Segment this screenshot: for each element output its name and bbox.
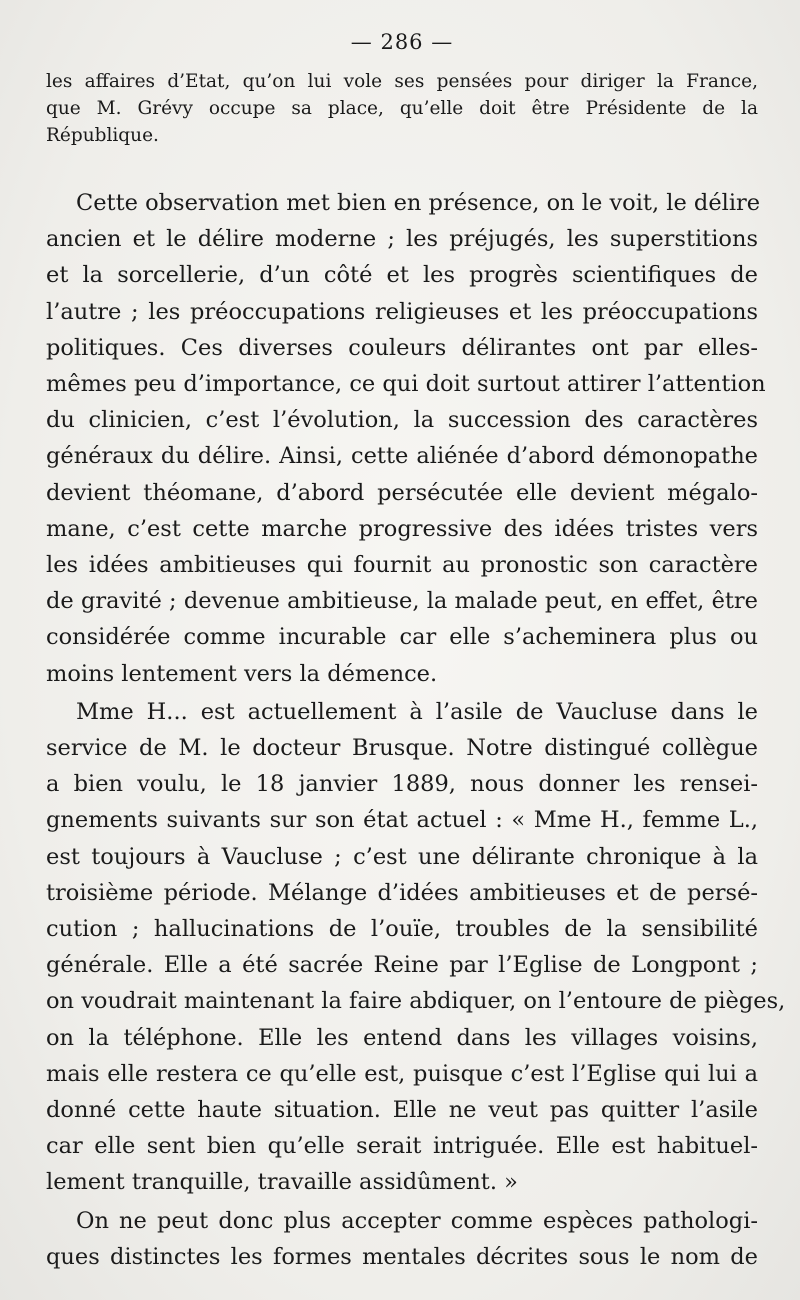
text-line: République. — [46, 125, 159, 146]
text-line: mane, c’est cette marche progressive des idées tristes vers — [46, 515, 758, 542]
text-line: Mme H... est actuellement à l’asile de Vaucluse dans le — [76, 698, 758, 725]
text-line: car elle sent bien qu’elle serait intriguée. Elle est habituel- — [46, 1133, 758, 1160]
text-line: devient théomane, d’abord persécutée elle devient mégalo- — [46, 479, 758, 506]
paragraph-observation — [46, 185, 766, 692]
lead-paragraph — [46, 68, 758, 149]
text-line: gnements suivants sur son état actuel : « Mme H., femme L., — [46, 807, 758, 834]
text-line: troisième période. Mélange d’idées ambitieuses et de persé- — [46, 879, 758, 906]
text-line: ancien et le délire moderne ; les préjugés, les superstitions — [46, 226, 758, 253]
text-line: l’autre ; les préoccupations religieuses et les préoccupations — [46, 298, 758, 325]
text-line: mêmes peu d’importance, ce qui doit surtout attirer l’attention — [46, 371, 766, 398]
text-line: les affaires d’Etat, qu’on lui vole ses pensées pour diriger la France, — [46, 71, 758, 92]
text-line: mais elle restera ce qu’elle est, puisque c’est l’Eglise qui lui a — [46, 1060, 758, 1087]
text-line: donné cette haute situation. Elle ne veut pas quitter l’asile — [46, 1097, 758, 1124]
text-line: du clinicien, c’est l’évolution, la succession des caractères — [46, 407, 758, 434]
text-line: politiques. Ces diverses couleurs délirantes ont par elles- — [46, 334, 758, 361]
text-line: on la téléphone. Elle les entend dans les villages voisins, — [46, 1024, 758, 1051]
text-line: cution ; hallucinations de l’ouïe, troubles de la sensibilité — [46, 916, 758, 943]
text-line: service de M. le docteur Brusque. Notre distingué collègue — [46, 735, 758, 762]
paragraph-gap — [46, 149, 758, 185]
paragraph-conclusion — [46, 1203, 758, 1275]
text-line: on voudrait maintenant la faire abdiquer, on l’entoure de pièges, — [46, 988, 786, 1015]
text-line: moins lentement vers la démence. — [46, 660, 438, 687]
text-line: de gravité ; devenue ambitieuse, la malade peut, en effet, être — [46, 588, 758, 615]
text-line: générale. Elle a été sacrée Reine par l’Eglise de Longpont ; — [46, 952, 758, 979]
text-line: ques distinctes les formes mentales décrites sous le nom de — [46, 1243, 758, 1270]
paragraph-case-status — [46, 694, 786, 1201]
text-line: lement tranquille, travaille assidûment. » — [46, 1169, 518, 1196]
text-line: est toujours à Vaucluse ; c’est une délirante chronique à la — [46, 843, 758, 870]
text-line: et la sorcellerie, d’un côté et les progrès scientifiques de — [46, 262, 758, 289]
text-line: Cette observation met bien en présence, on le voit, le délire — [76, 190, 761, 216]
page-number: — 286 — — [350, 30, 454, 54]
text-line: a bien voulu, le 18 janvier 1889, nous donner les rensei- — [46, 771, 758, 798]
text-line: considérée comme incurable car elle s’acheminera plus ou — [46, 624, 758, 651]
text-line: que M. Grévy occupe sa place, qu’elle doit être Présidente de la — [46, 98, 758, 119]
text-line: On ne peut donc plus accepter comme espèces pathologi- — [76, 1207, 758, 1234]
text-line: généraux du délire. Ainsi, cette aliénée d’abord démonopathe — [46, 443, 758, 470]
text-line: les idées ambitieuses qui fournit au pronostic son caractère — [46, 552, 758, 579]
